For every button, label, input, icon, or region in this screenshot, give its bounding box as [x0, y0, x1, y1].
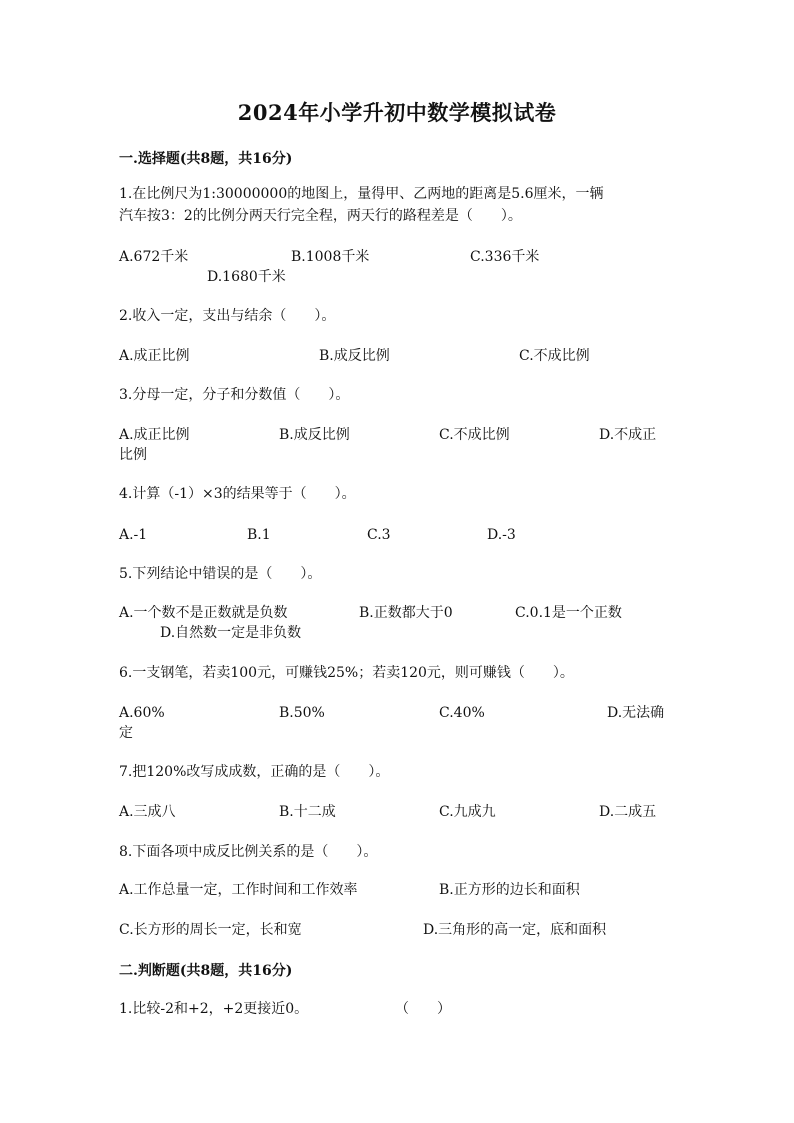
- q1-option-d: D.1680千米: [207, 269, 286, 285]
- q7-option-c: C.九成九: [439, 804, 496, 820]
- tf-question-1-blank: （ ）: [395, 1001, 451, 1017]
- q3-option-b: B.成反比例: [279, 427, 350, 443]
- q5-option-d: D.自然数一定是非负数: [160, 625, 302, 641]
- question-1-line1: 1.在比例尺为1:30000000的地图上，量得甲、乙两地的距离是5.6厘米，一辆: [119, 186, 604, 202]
- q3-option-d: D.不成正: [599, 427, 657, 443]
- q7-option-a: A.三成八: [119, 804, 176, 820]
- question-4: 4.计算（-1）×3的结果等于（ ）。: [119, 486, 356, 502]
- question-5: 5.下列结论中错误的是（ ）。: [119, 566, 322, 582]
- tf-question-1: 1.比较-2和+2，+2更接近0。: [119, 1001, 309, 1017]
- q3-option-a: A.成正比例: [119, 427, 190, 443]
- exam-title: 2024年小学升初中数学模拟试卷: [237, 100, 557, 125]
- q3-option-d-wrap: 比例: [119, 447, 147, 463]
- q8-option-c: C.长方形的周长一定，长和宽: [119, 922, 302, 938]
- question-7: 7.把120%改写成成数，正确的是（ ）。: [119, 764, 390, 780]
- q4-option-a: A.-1: [119, 527, 148, 543]
- q5-option-c: C.0.1是一个正数: [515, 605, 622, 621]
- q3-option-c: C.不成比例: [439, 427, 510, 443]
- q4-option-d: D.-3: [487, 527, 516, 543]
- question-1-line2: 汽车按3：2的比例分两天行完全程，两天行的路程差是（ ）。: [119, 208, 522, 224]
- q8-option-b: B.正方形的边长和面积: [439, 882, 580, 898]
- q5-option-b: B.正数都大于0: [359, 605, 453, 621]
- q1-option-b: B.1008千米: [291, 249, 370, 265]
- q1-option-c: C.336千米: [470, 249, 540, 265]
- q6-option-a: A.60%: [119, 705, 165, 721]
- q2-option-b: B.成反比例: [319, 348, 390, 364]
- q6-option-d-wrap: 定: [119, 725, 133, 741]
- q1-option-a: A.672千米: [119, 249, 189, 265]
- q2-option-c: C.不成比例: [519, 348, 590, 364]
- q6-option-c: C.40%: [439, 705, 485, 721]
- q4-option-b: B.1: [247, 527, 271, 543]
- question-6: 6.一支钢笔，若卖100元，可赚钱25%；若卖120元，则可赚钱（ ）。: [119, 665, 574, 681]
- q8-option-a: A.工作总量一定，工作时间和工作效率: [119, 882, 358, 898]
- q7-option-d: D.二成五: [599, 804, 657, 820]
- section-heading-true-false: 二.判断题(共8题，共16分): [119, 963, 293, 979]
- q4-option-c: C.3: [367, 527, 391, 543]
- question-2: 2.收入一定，支出与结余（ ）。: [119, 308, 336, 324]
- q6-option-d: D.无法确: [607, 705, 665, 721]
- q8-option-d: D.三角形的高一定，底和面积: [423, 922, 607, 938]
- question-3: 3.分母一定，分子和分数值（ ）。: [119, 387, 350, 403]
- section-heading-choice: 一.选择题(共8题，共16分): [119, 151, 293, 167]
- q6-option-b: B.50%: [279, 705, 325, 721]
- q7-option-b: B.十二成: [279, 804, 336, 820]
- q5-option-a: A.一个数不是正数就是负数: [119, 605, 288, 621]
- question-8: 8.下面各项中成反比例关系的是（ ）。: [119, 844, 378, 860]
- q2-option-a: A.成正比例: [119, 348, 190, 364]
